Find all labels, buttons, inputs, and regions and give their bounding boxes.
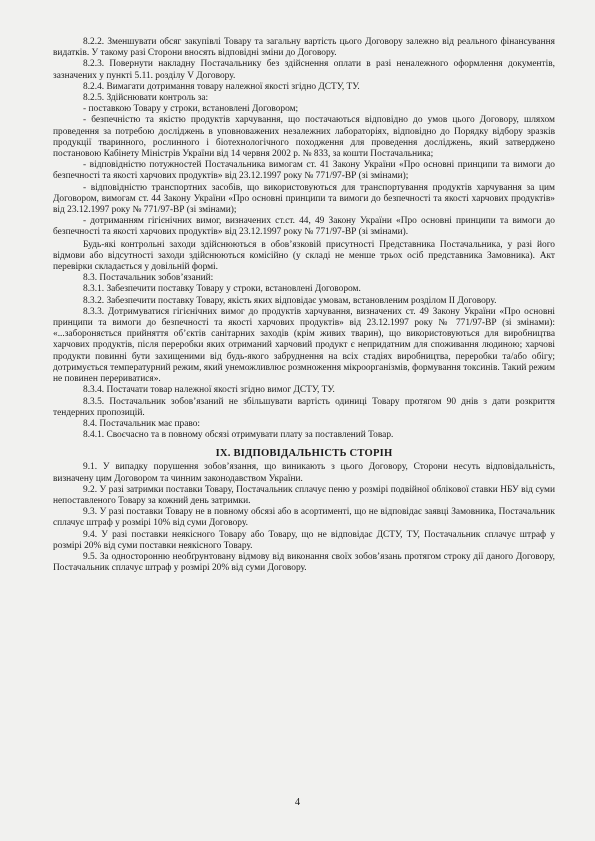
control-measures-note: Будь-які контрольні заходи здійснюються в обов’язковій присутності Представника Постачальника, у разі його відмови або відсутності заходи здійснюються комісійно (у складі не менше трьох осіб представника Замовника). Акт перевірки складається у довільній формі. [53, 239, 555, 273]
clause-8-2-4: 8.2.4. Вимагати дотримання товару належної якості згідно ДСТУ, ТУ. [83, 81, 360, 92]
clause-9-5: 9.5. За односторонню необґрунтовану відмову від виконання своїх зобов’язань протягом строку дії даного Договору, Постачальник сплачує штраф у розмірі 20% від суми Договору. [53, 551, 555, 574]
clause-8-3-5: 8.3.5. Постачальник зобов’язаний не збільшувати вартість одиниці Товару протягом 90 днів з дати розкриття тендерних пропозицій. [53, 396, 555, 418]
clause-8-2-2: 8.2.2. Зменшувати обсяг закупівлі Товару та загальну вартість цього Договору залежно від реального фінансування видатків. У такому разі Сторони вносять відповідні зміни до Договору. [53, 37, 555, 59]
clause-9-4: 9.4. У разі поставки неякісного Товару або Товару, що не відповідає ДСТУ, ТУ, Постачальник сплачує штраф у розмірі 20% від суми поставки неякісного Товару. [53, 529, 555, 551]
clause-8-3-2: 8.3.2. Забезпечити поставку Товару, якість яких відповідає умовам, встановленим розділом ІІ Договору. [83, 295, 497, 306]
control-item-transport: - відповідністю транспортних засобів, що використовуються для транспортування продуктів харчування за цим Договором, вимогам ст. 44 Закону України «Про основні принципи та вимоги до безпечності та якості харчових продуктів» від 23.12.1997 року № 771/97-ВР (зі змінами); [53, 182, 555, 216]
clause-9-3: 9.3. У разі поставки Товару не в повному обсязі або в асортименті, що не відповідає заявці Замовника, Постачальник сплачує штраф у розмірі 10% від суми Договору. [53, 507, 555, 529]
section-9-body [53, 462, 555, 574]
control-item-safety: - безпечністю та якістю продуктів харчування, що постачаються відповідно до умов цього Договору, шляхом проведення за потребою досліджень в уповноважених незалежних лабораторіях, відповідно до Порядку відбору зразків продукції тваринного, рослинного і біотехнологічного походження для проведення досліджень, який затверджено постановою Кабінету Міністрів України від 14 червня 2002 р. № 833, за кошти Постачальника; [53, 115, 555, 160]
control-item-capacity: - відповідністю потужностей Постачальника вимогам ст. 41 Закону України «Про основні принципи та вимоги до безпечності та якості харчових продуктів» від 23.12.1997 року № 771/97-ВР (зі змінами); [53, 160, 555, 182]
clause-8-3-4: 8.3.4. Постачати товар належної якості згідно вимог ДСТУ, ТУ. [83, 385, 335, 396]
clause-8-2-3: 8.2.3. Повернути накладну Постачальнику без здійснення оплати в разі неналежного оформлення документів, зазначених у пункті 5.11. розділу V Договору. [53, 59, 555, 81]
clause-8-3: 8.3. Постачальник зобов’язаний: [83, 273, 214, 284]
page-number: 4 [294, 797, 301, 808]
clause-9-2: 9.2. У разі затримки поставки Товару, Постачальник сплачує пеню у розмірі подвійної облікової ставки НБУ від суми непоставленого Товару за кожний день затримки. [53, 484, 555, 506]
clause-9-1: 9.1. У випадку порушення зобов’язання, що виникають з цього Договору, Сторони несуть відповідальність, визначену цим Договором та чинним законодавством України. [53, 462, 555, 484]
control-item-hygiene: - дотриманням гігієнічних вимог, визначених ст.ст. 44, 49 Закону України «Про основні принципи та вимоги до безпечності та якості харчових продуктів» від 23.12.1997 року № 771/97-ВР (зі змінами). [53, 216, 555, 238]
section-8-body [53, 37, 555, 441]
control-item-delivery: - поставкою Товару у строки, встановлені Договором; [83, 104, 299, 115]
clause-8-4: 8.4. Постачальник має право: [83, 418, 201, 429]
clause-8-3-3: 8.3.3. Дотримуватися гігієнічних вимог до продуктів харчування, визначених ст. 49 Закону України «Про основні принципи та вимоги до безпечності та якості харчових продуктів» від 23.12.1997 року № 771/97-ВР (зі змінами): «...забороняється прийняття об’єктів санітарних заходів (крім живих тварин), що використовуються для виробництва харчових продуктів, після переробки яких отриманий харчовий продукт є непридатним для споживання людиною; харчові продукти повинні бути захищеними від будь-якого забруднення на всіх стадіях виробництва, переробки та/або обігу; дотримується температурний режим, який унеможливлює розмноження мікроорганізмів, формування токсинів. Такий режим не повинен перериватися». [53, 306, 555, 385]
clause-8-4-1: 8.4.1. Своєчасно та в повному обсязі отримувати плату за поставлений Товар. [83, 430, 394, 441]
section-heading: ІХ. ВІДПОВІДАЛЬНІСТЬ СТОРІН [215, 448, 393, 460]
clause-8-2-5: 8.2.5. Здійснювати контроль за: [83, 93, 209, 104]
clause-8-3-1: 8.3.1. Забезпечити поставку Товару у строки, встановлені Договором. [83, 284, 361, 295]
